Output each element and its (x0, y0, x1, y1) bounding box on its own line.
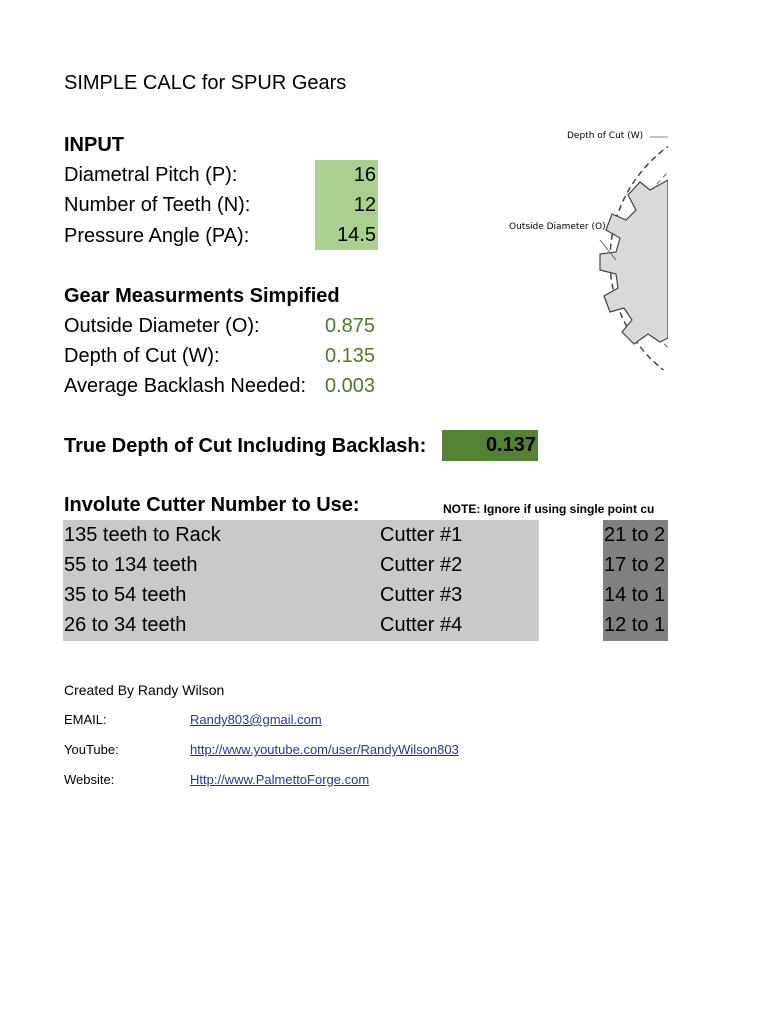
cutter-right-4: 12 to 1 (604, 614, 666, 636)
page-title: SIMPLE CALC for SPUR Gears (64, 72, 347, 94)
true-depth-label: True Depth of Cut Including Backlash: (64, 435, 427, 457)
gear-icon (500, 120, 668, 370)
outside-diameter-label: Outside Diameter (O): (64, 315, 260, 337)
website-link[interactable]: Http://www.PalmettoForge.com (190, 772, 370, 787)
created-by: Created By Randy Wilson (64, 682, 225, 698)
input-heading: INPUT (64, 134, 124, 156)
cutter-number-4: Cutter #4 (380, 614, 463, 636)
true-depth-value: 0.137 (442, 430, 538, 461)
depth-of-cut-diagram-label: Depth of Cut (W) (567, 131, 644, 141)
cutter-right-1: 21 to 2 (604, 524, 666, 546)
depth-of-cut-value: 0.135 (325, 345, 376, 367)
email-label: EMAIL: (64, 712, 107, 727)
cutter-right-3: 14 to 1 (604, 584, 666, 606)
cutter-range-3: 35 to 54 teeth (64, 584, 187, 606)
outside-diameter-diagram-label: Outside Diameter (O) (509, 222, 606, 232)
number-of-teeth-input[interactable]: 12 (315, 190, 378, 220)
depth-of-cut-label: Depth of Cut (W): (64, 345, 220, 367)
backlash-label: Average Backlash Needed: (64, 375, 307, 397)
cutter-number-3: Cutter #3 (380, 584, 463, 606)
cutter-number-2: Cutter #2 (380, 554, 463, 576)
cutter-heading: Involute Cutter Number to Use: (64, 494, 360, 516)
pressure-angle-input[interactable]: 14.5 (315, 220, 378, 250)
website-label: Website: (64, 772, 115, 787)
email-link[interactable]: Randy803@gmail.com (190, 712, 322, 727)
outside-diameter-value: 0.875 (325, 315, 376, 337)
number-of-teeth-label: Number of Teeth (N): (64, 194, 251, 216)
cutter-right-2: 17 to 2 (604, 554, 666, 576)
cutter-note: NOTE: Ignore if using single point cu (443, 502, 655, 516)
backlash-value: 0.003 (325, 375, 376, 397)
measurements-heading: Gear Measurments Simpified (64, 285, 340, 307)
cutter-number-1: Cutter #1 (380, 524, 463, 546)
diametral-pitch-label: Diametral Pitch (P): (64, 164, 238, 186)
cutter-range-1: 135 teeth to Rack (64, 524, 221, 546)
cutter-range-4: 26 to 34 teeth (64, 614, 187, 636)
pressure-angle-label: Pressure Angle (PA): (64, 225, 250, 247)
youtube-link[interactable]: http://www.youtube.com/user/RandyWilson803 (190, 742, 459, 757)
cutter-range-2: 55 to 134 teeth (64, 554, 198, 576)
youtube-label: YouTube: (64, 742, 119, 757)
diametral-pitch-input[interactable]: 16 (315, 160, 378, 190)
gear-diagram (500, 120, 668, 370)
